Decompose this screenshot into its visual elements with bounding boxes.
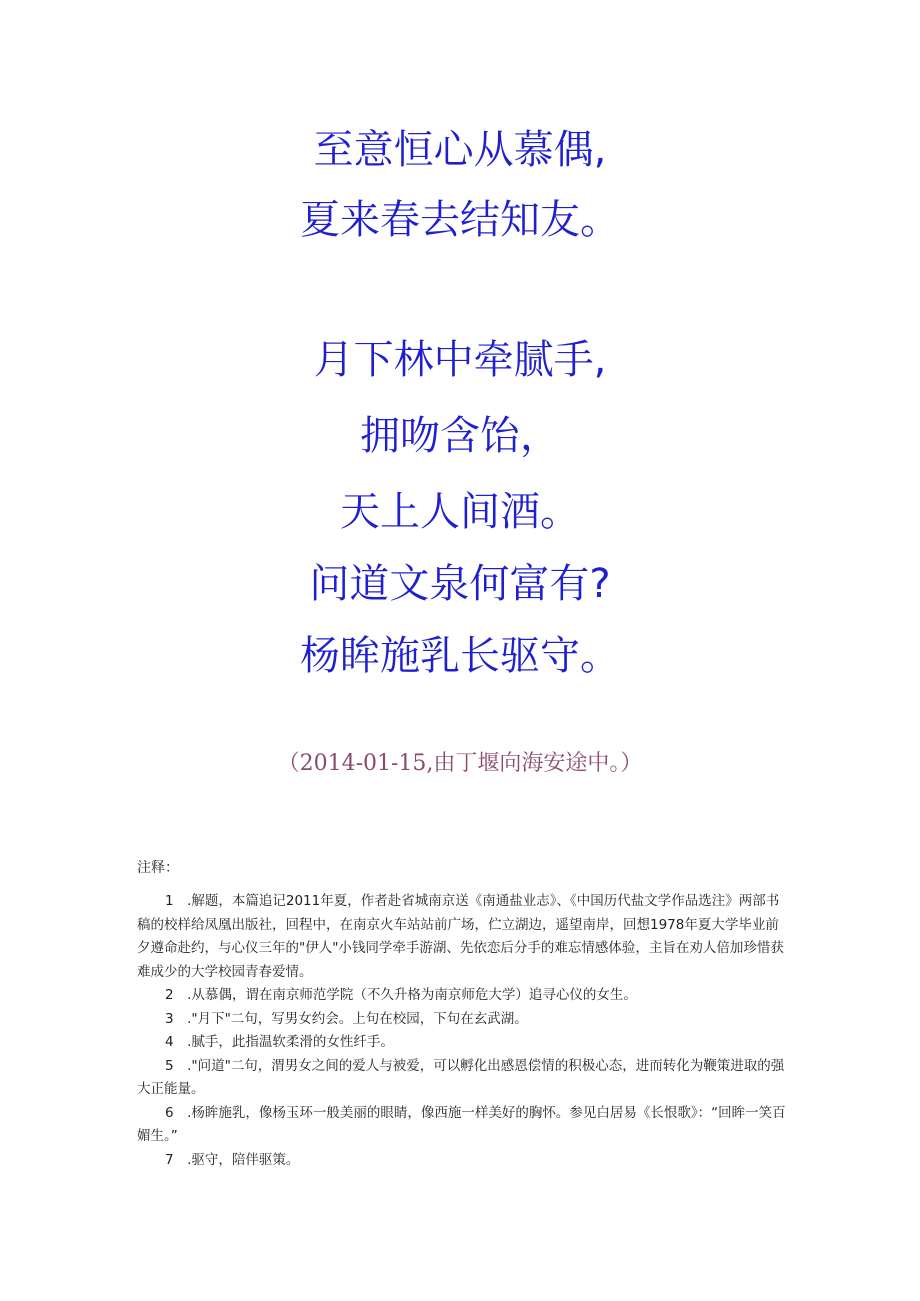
poem-line-3: 月下林中牵腻手,: [313, 337, 607, 383]
note-item-7: 7 .驱守，陪伴驱策。: [165, 1151, 300, 1168]
date-note: （2014-01-15,由丁堰向海安途中。）: [277, 751, 643, 776]
poem-line-6: 问道文泉何富有?: [309, 561, 611, 607]
note-item-3: 3 ."月下"二句，写男女约会。上句在校园，下句在玄武湖。: [165, 1010, 528, 1027]
poem-line-4: 拥吻含饴，: [360, 413, 560, 459]
notes-section: [137, 856, 787, 1172]
poem-line-5: 天上人间酒。: [340, 489, 580, 535]
note-item-4: 4 .腻手，此指温软柔滑的女性纤手。: [165, 1034, 394, 1050]
notes-title: 注释：: [137, 860, 179, 876]
poem-line-1: 至意恒心从慕偶,: [313, 127, 607, 173]
note-item-1: 1 .解题，本篇追记2011年夏，作者赴省城南京送《南通盐业志》、《中国历代盐文学作品选注》两部书稿的校样给凤凰出版社，回程中，在南京火车站站前广场，伫立湖边，遥望南岸，回想1978年夏大学毕业前夕遵命赴约，与心仪三年的"伊人"小钱同学牵手游湖、先依恋后分手的难忘情感体验，主旨在劝人倍加珍惜获难成少的大学校园青春爱情。: [137, 893, 784, 980]
note-item-5: 5 ."问道"二句，渭男女之间的爱人与被爱，可以孵化出感恩偿情的积极心态，进而转化为鞭策进取的强大正能量。: [137, 1057, 785, 1097]
note-item-2: 2 .从慕偶，谓在南京师范学院（不久升格为南京师危大学）追寻心仪的女生。: [165, 987, 637, 1003]
note-item-6: 6 .杨眸施乳，像杨玉环一般美丽的眼睛，像西施一样美好的胸怀。参见白居易《长恨歌》：“回眸一笑百媚生。”: [137, 1104, 786, 1144]
poem-line-2: 夏来春去结知友。: [300, 197, 620, 243]
poem-line-7: 杨眸施乳长驱守。: [300, 633, 620, 679]
